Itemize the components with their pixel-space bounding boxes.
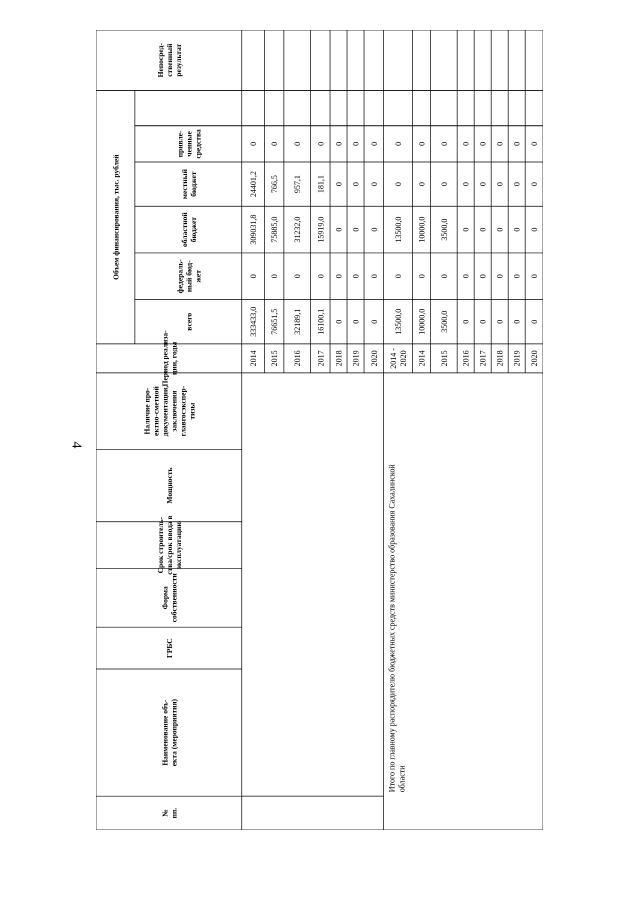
header-funding-group: Объем финансирования, тыс. рублей: [111, 154, 121, 280]
cell-local: 0: [512, 182, 522, 187]
cell-attracted: 0: [351, 141, 361, 146]
cell-period: 2020: [530, 350, 540, 367]
cell-federal: 0: [495, 274, 505, 279]
header-local: местныйбюджет: [179, 169, 198, 200]
cell-local: 0: [351, 182, 361, 187]
cell-federal: 0: [351, 274, 361, 279]
cell-attracted: 0: [478, 141, 488, 146]
cell-regional: 75885,0: [270, 216, 280, 243]
cell-total: 0: [351, 319, 361, 324]
cell-attracted: 0: [369, 141, 379, 146]
cell-period: 2019: [512, 350, 522, 367]
cell-total: 13500,0: [394, 308, 404, 335]
cell-attracted: 0: [249, 141, 259, 146]
funding-table-rotated: [96, 30, 543, 830]
cell-local: 0: [461, 182, 471, 187]
cell-attracted: 0: [270, 141, 280, 146]
cell-regional: 3500,0: [439, 218, 449, 241]
cell-period: 2019: [351, 350, 361, 367]
cell-regional: 0: [512, 227, 522, 232]
cell-total: 0: [512, 319, 522, 324]
cell-attracted: 0: [394, 141, 404, 146]
header-total: всего: [184, 312, 194, 331]
cell-period: 2014: [249, 350, 259, 367]
cell-federal: 0: [417, 274, 427, 279]
page-number: 4: [68, 441, 84, 449]
cell-local: 24401,2: [249, 171, 259, 198]
cell-regional: 0: [530, 227, 540, 232]
cell-period: 2016: [461, 350, 471, 367]
cell-period: 2014 -2020: [389, 348, 409, 369]
cell-total: 0: [369, 319, 379, 324]
cell-total: 10000,0: [417, 308, 427, 335]
header-period: Период реализа-ции, годы: [160, 330, 179, 387]
header-attracted: привле-ченныесредства: [175, 129, 203, 159]
cell-local: 0: [478, 182, 488, 187]
cell-local: 766,5: [270, 175, 280, 194]
cell-regional: 0: [478, 227, 488, 232]
cell-attracted: 0: [334, 141, 344, 146]
cell-federal: 0: [334, 274, 344, 279]
cell-attracted: 0: [316, 141, 326, 146]
cell-local: 0: [439, 182, 449, 187]
cell-period: 2017: [478, 350, 488, 367]
header-grbs: ГРБС: [164, 638, 174, 658]
cell-total: 0: [495, 319, 505, 324]
cell-period: 2018: [334, 350, 344, 367]
cell-federal: 0: [512, 274, 522, 279]
cell-attracted: 0: [495, 141, 505, 146]
cell-federal: 0: [478, 274, 488, 279]
cell-regional: 309031,8: [249, 214, 259, 245]
header-name: Наименование объ-екта (мероприятия): [160, 698, 179, 767]
cell-attracted: 0: [461, 141, 471, 146]
cell-total: 333433,0: [249, 306, 259, 337]
cell-regional: 0: [334, 227, 344, 232]
cell-total: 16100,1: [316, 308, 326, 335]
itogo-label: Итого по главному распорядителю бюджетных средств министерство образования Сахалинскойобласти: [387, 464, 407, 793]
cell-total: 0: [461, 319, 471, 324]
cell-regional: 0: [461, 227, 471, 232]
cell-period: 2017: [316, 350, 326, 367]
cell-federal: 0: [316, 274, 326, 279]
cell-local: 0: [495, 182, 505, 187]
cell-period: 2018: [495, 350, 505, 367]
cell-attracted: 0: [439, 141, 449, 146]
cell-federal: 0: [249, 274, 259, 279]
cell-total: 0: [478, 319, 488, 324]
cell-total: 3500,0: [439, 310, 449, 333]
cell-regional: 13500,0: [394, 216, 404, 243]
header-federal: федераль-ный бюд-жет: [175, 259, 203, 294]
cell-period: 2015: [270, 350, 280, 367]
cell-attracted: 0: [293, 141, 303, 146]
cell-federal: 0: [461, 274, 471, 279]
cell-federal: 0: [369, 274, 379, 279]
cell-regional: 0: [351, 227, 361, 232]
cell-attracted: 0: [530, 141, 540, 146]
cell-period: 2020: [369, 350, 379, 367]
header-num: №пп.: [160, 807, 179, 819]
header-capacity: Мощность: [164, 467, 174, 504]
header-construction-term: Срок строитель-ства/срок ввода вэксплуатацию: [155, 515, 183, 575]
cell-federal: 0: [293, 274, 303, 279]
cell-regional: 15919,0: [316, 216, 326, 243]
header-design-docs: Наличие про-ектно-сметнойдокументации,заключенияглавгосэкспер-тизы: [142, 385, 197, 437]
cell-regional: 31232,0: [293, 216, 303, 243]
cell-federal: 0: [270, 274, 280, 279]
header-result: Непосред-ственныйрезультат: [155, 43, 183, 78]
cell-period: 2014: [417, 350, 427, 367]
cell-local: 957,1: [293, 175, 303, 194]
cell-federal: 0: [394, 274, 404, 279]
cell-local: 181,1: [316, 175, 326, 194]
cell-local: 0: [369, 182, 379, 187]
cell-federal: 0: [439, 274, 449, 279]
cell-regional: 0: [495, 227, 505, 232]
cell-federal: 0: [530, 274, 540, 279]
cell-period: 2016: [293, 350, 303, 367]
cell-total: 76651,5: [270, 308, 280, 335]
funding-table: [96, 30, 543, 830]
cell-period: 2015: [439, 350, 449, 367]
cell-regional: 10000,0: [417, 216, 427, 243]
header-regional: областнойбюджет: [179, 212, 198, 247]
cell-local: 0: [530, 182, 540, 187]
cell-total: 32189,1: [293, 308, 303, 335]
cell-attracted: 0: [417, 141, 427, 146]
cell-attracted: 0: [512, 141, 522, 146]
cell-local: 0: [394, 182, 404, 187]
cell-local: 0: [334, 182, 344, 187]
cell-total: 0: [334, 319, 344, 324]
cell-local: 0: [417, 182, 427, 187]
cell-total: 0: [530, 319, 540, 324]
header-ownership: Формасобственности: [160, 573, 179, 623]
cell-regional: 0: [369, 227, 379, 232]
